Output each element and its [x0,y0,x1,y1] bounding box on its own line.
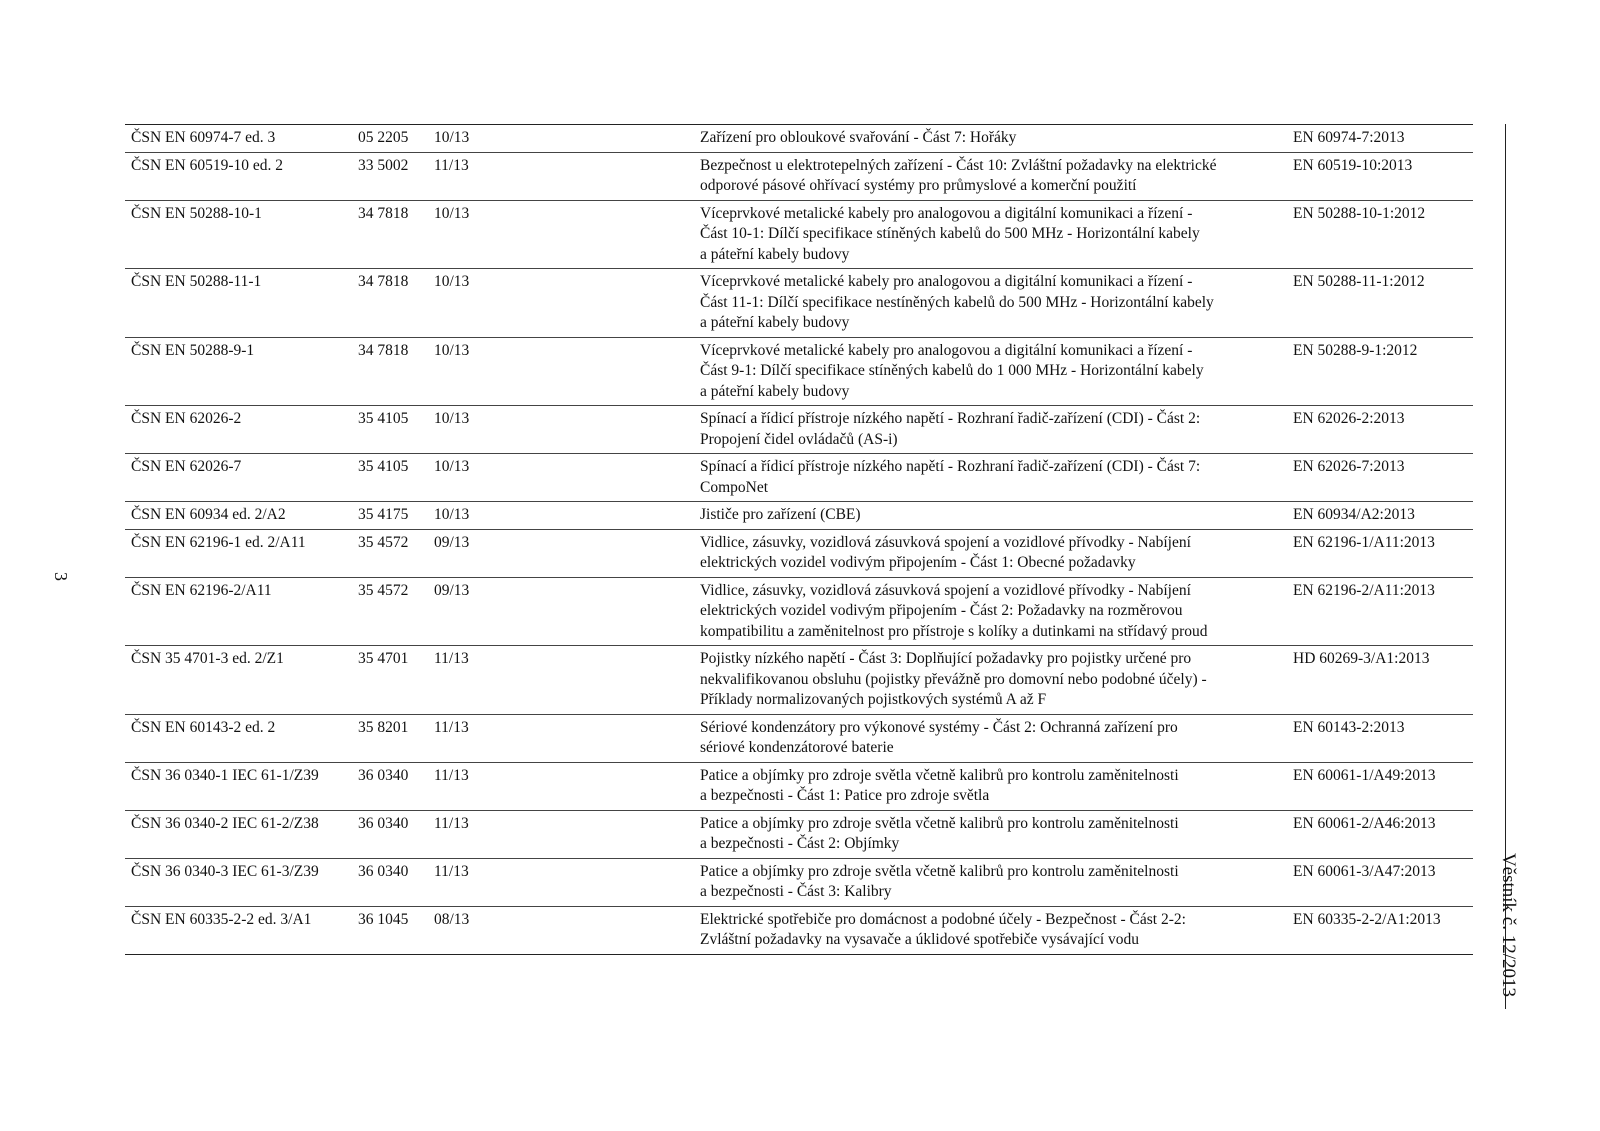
issue-date: 10/13 [434,129,470,146]
standards-table [125,124,1473,955]
classification-code: 34 7818 [358,341,409,359]
table-row [125,453,1473,501]
en-designation: EN 60061-3/A47:2013 [1293,862,1436,880]
classification-code: 35 4105 [358,410,409,427]
table-row [125,268,1473,337]
title-line: a bezpečnosti - Část 2: Objímky [700,835,900,852]
standard-title [700,910,1300,951]
en-designation: EN 62026-7:2013 [1293,458,1405,475]
page-number: 3 [51,572,71,581]
standard-title [700,409,1300,450]
table-row [125,405,1473,453]
title-line: Příklady normalizovaných pojistkových systémů A až F [700,691,1047,708]
classification-code: 05 2205 [358,129,409,146]
title-line: Vidlice, zásuvky, vozidlová zásuvková spojení a vozidlové přívodky - Nabíjení [700,533,1191,551]
title-line: a páteřní kabely budovy [700,245,850,263]
classification-code: 36 1045 [358,910,409,928]
csn-designation: ČSN EN 62026-7 [131,458,242,475]
table-row [125,337,1473,406]
table-row [125,645,1473,714]
en-designation: EN 60061-2/A46:2013 [1293,814,1436,832]
issue-date: 10/13 [434,410,470,427]
title-line: sériové kondenzátorové baterie [700,739,894,756]
csn-designation: ČSN EN 60335-2-2 ed. 3/A1 [131,910,312,928]
en-designation: EN 50288-9-1:2012 [1293,341,1418,359]
en-designation: EN 60143-2:2013 [1293,718,1405,736]
en-designation: EN 50288-10-1:2012 [1293,204,1426,222]
csn-designation: ČSN EN 62196-1 ed. 2/A11 [131,533,306,551]
csn-designation: ČSN EN 60974-7 ed. 3 [131,129,276,146]
standard-title [700,581,1300,643]
title-line: kompatibilitu a zaměnitelnost pro přístroje s kolíky a dutinkami na střídavý proud [700,622,1208,640]
title-line: Část 9-1: Dílčí specifikace stíněných kabelů do 1 000 MHz - Horizontální kabely [700,362,1204,379]
csn-designation: ČSN 36 0340-2 IEC 61-2/Z38 [131,814,319,832]
title-line: Pojistky nízkého napětí - Část 3: Doplňující požadavky pro pojistky určené pro [700,650,1192,667]
journal-label: Věstník č. 12/2013 [1498,852,1519,998]
title-line: Víceprvkové metalické kabely pro analogovou a digitální komunikaci a řízení - [700,204,1193,222]
table-row [125,529,1473,577]
standard-title [700,649,1300,711]
title-line: Spínací a řídicí přístroje nízkého napětí - Rozhraní řadič-zařízení (CDI) - Část 7: [700,458,1201,475]
title-line: Část 10-1: Dílčí specifikace stíněných kabelů do 500 MHz - Horizontální kabely [700,225,1200,242]
classification-code: 36 0340 [358,814,409,832]
csn-designation: ČSN EN 60143-2 ed. 2 [131,718,276,736]
title-line: Sériové kondenzátory pro výkonové systémy - Část 2: Ochranná zařízení pro [700,718,1178,736]
classification-code: 34 7818 [358,204,409,222]
title-line: Jističe pro zařízení (CBE) [700,506,861,523]
title-line: a bezpečnosti - Část 3: Kalibry [700,883,892,900]
title-line: Propojení čidel ovládačů (AS-i) [700,430,898,448]
title-line: nekvalifikovanou obsluhu (pojistky převážně pro domovní nebo podobné účely) - [700,670,1207,688]
csn-designation: ČSN EN 62196-2/A11 [131,581,272,599]
title-line: Patice a objímky pro zdroje světla včetně kalibrů pro kontrolu zaměnitelnosti [700,862,1179,880]
standard-title [700,457,1300,498]
issue-date: 11/13 [434,156,469,174]
title-line: Vidlice, zásuvky, vozidlová zásuvková spojení a vozidlové přívodky - Nabíjení [700,581,1191,599]
issue-date: 11/13 [434,814,469,832]
table-row [125,577,1473,646]
title-line: Patice a objímky pro zdroje světla včetně kalibrů pro kontrolu zaměnitelnosti [700,814,1179,832]
table-row [125,810,1473,858]
classification-code: 36 0340 [358,766,409,784]
title-line: a bezpečnosti - Část 1: Patice pro zdroje světla [700,787,990,804]
table-row [125,762,1473,810]
issue-date: 10/13 [434,273,470,290]
standard-title [700,341,1300,403]
en-designation: EN 60061-1/A49:2013 [1293,766,1436,784]
classification-code: 35 4105 [358,458,409,475]
issue-date: 11/13 [434,862,469,880]
table-row [125,501,1473,529]
classification-code: 35 4701 [358,650,409,667]
issue-date: 11/13 [434,766,469,784]
title-line: CompoNet [700,478,769,496]
csn-designation: ČSN EN 62026-2 [131,410,242,427]
standard-title [700,204,1300,266]
issue-date: 10/13 [434,458,470,475]
csn-designation: ČSN 36 0340-1 IEC 61-1/Z39 [131,766,319,784]
title-line: elektrických vozidel vodivým připojením - Část 2: Požadavky na rozměrovou [700,602,1183,619]
standard-title [700,272,1300,334]
csn-designation: ČSN EN 60519-10 ed. 2 [131,156,283,174]
title-line: odporové pásové ohřívací systémy pro průmyslové a komerční použití [700,177,1137,194]
title-line: Zařízení pro obloukové svařování - Část 7: Hořáky [700,129,1017,146]
issue-date: 11/13 [434,718,469,736]
standard-title [700,862,1300,903]
title-line: Spínací a řídicí přístroje nízkého napětí - Rozhraní řadič-zařízení (CDI) - Část 2: [700,410,1201,427]
title-line: Víceprvkové metalické kabely pro analogovou a digitální komunikaci a řízení - [700,273,1193,290]
issue-date: 10/13 [434,341,470,359]
issue-date: 08/13 [434,910,470,928]
classification-code: 36 0340 [358,862,409,880]
table-row [125,714,1473,762]
csn-designation: ČSN EN 50288-10-1 [131,204,262,222]
standard-title [700,814,1300,855]
issue-date: 11/13 [434,650,469,667]
issue-date: 09/13 [434,533,470,551]
en-designation: EN 50288-11-1:2012 [1293,273,1425,290]
csn-designation: ČSN EN 50288-9-1 [131,341,255,359]
title-line: Bezpečnost u elektrotepelných zařízení - Část 10: Zvláštní požadavky na elektrické [700,156,1217,174]
standard-title [700,505,1300,526]
classification-code: 34 7818 [358,273,409,290]
title-line: Zvláštní požadavky na vysavače a úklidové spotřebiče vysávající vodu [700,931,1140,948]
title-line: a páteřní kabely budovy [700,314,850,331]
title-line: Víceprvkové metalické kabely pro analogovou a digitální komunikaci a řízení - [700,341,1193,359]
en-designation: EN 62196-1/A11:2013 [1293,533,1435,551]
issue-date: 10/13 [434,506,470,523]
standard-title [700,533,1300,574]
en-designation: EN 60974-7:2013 [1293,129,1405,146]
classification-code: 35 4572 [358,581,409,599]
standard-title [700,128,1300,149]
issue-date: 09/13 [434,581,470,599]
standard-title [700,718,1300,759]
classification-code: 35 4175 [358,506,409,523]
table-row [125,858,1473,906]
csn-designation: ČSN 36 0340-3 IEC 61-3/Z39 [131,862,319,880]
en-designation: HD 60269-3/A1:2013 [1293,650,1430,667]
table-row [125,906,1473,954]
table-row [125,200,1473,269]
title-line: Elektrické spotřebiče pro domácnost a podobné účely - Bezpečnost - Část 2-2: [700,910,1186,928]
title-line: a páteřní kabely budovy [700,382,850,400]
issue-date: 10/13 [434,204,470,222]
classification-code: 35 4572 [358,533,409,551]
en-designation: EN 60335-2-2/A1:2013 [1293,910,1441,928]
standard-title [700,156,1300,197]
csn-designation: ČSN 35 4701-3 ed. 2/Z1 [131,650,284,667]
title-line: elektrických vozidel vodivým připojením - Část 1: Obecné požadavky [700,554,1136,571]
csn-designation: ČSN EN 50288-11-1 [131,273,262,290]
en-designation: EN 62196-2/A11:2013 [1293,581,1435,599]
standard-title [700,766,1300,807]
title-line: Část 11-1: Dílčí specifikace nestíněných kabelů do 500 MHz - Horizontální kabely [700,293,1214,311]
table-row [125,152,1473,200]
en-designation: EN 60934/A2:2013 [1293,506,1415,523]
en-designation: EN 62026-2:2013 [1293,410,1405,427]
title-line: Patice a objímky pro zdroje světla včetně kalibrů pro kontrolu zaměnitelnosti [700,766,1179,784]
en-designation: EN 60519-10:2013 [1293,156,1413,174]
table-row [125,125,1473,152]
classification-code: 35 8201 [358,718,409,736]
classification-code: 33 5002 [358,156,409,174]
csn-designation: ČSN EN 60934 ed. 2/A2 [131,506,286,523]
